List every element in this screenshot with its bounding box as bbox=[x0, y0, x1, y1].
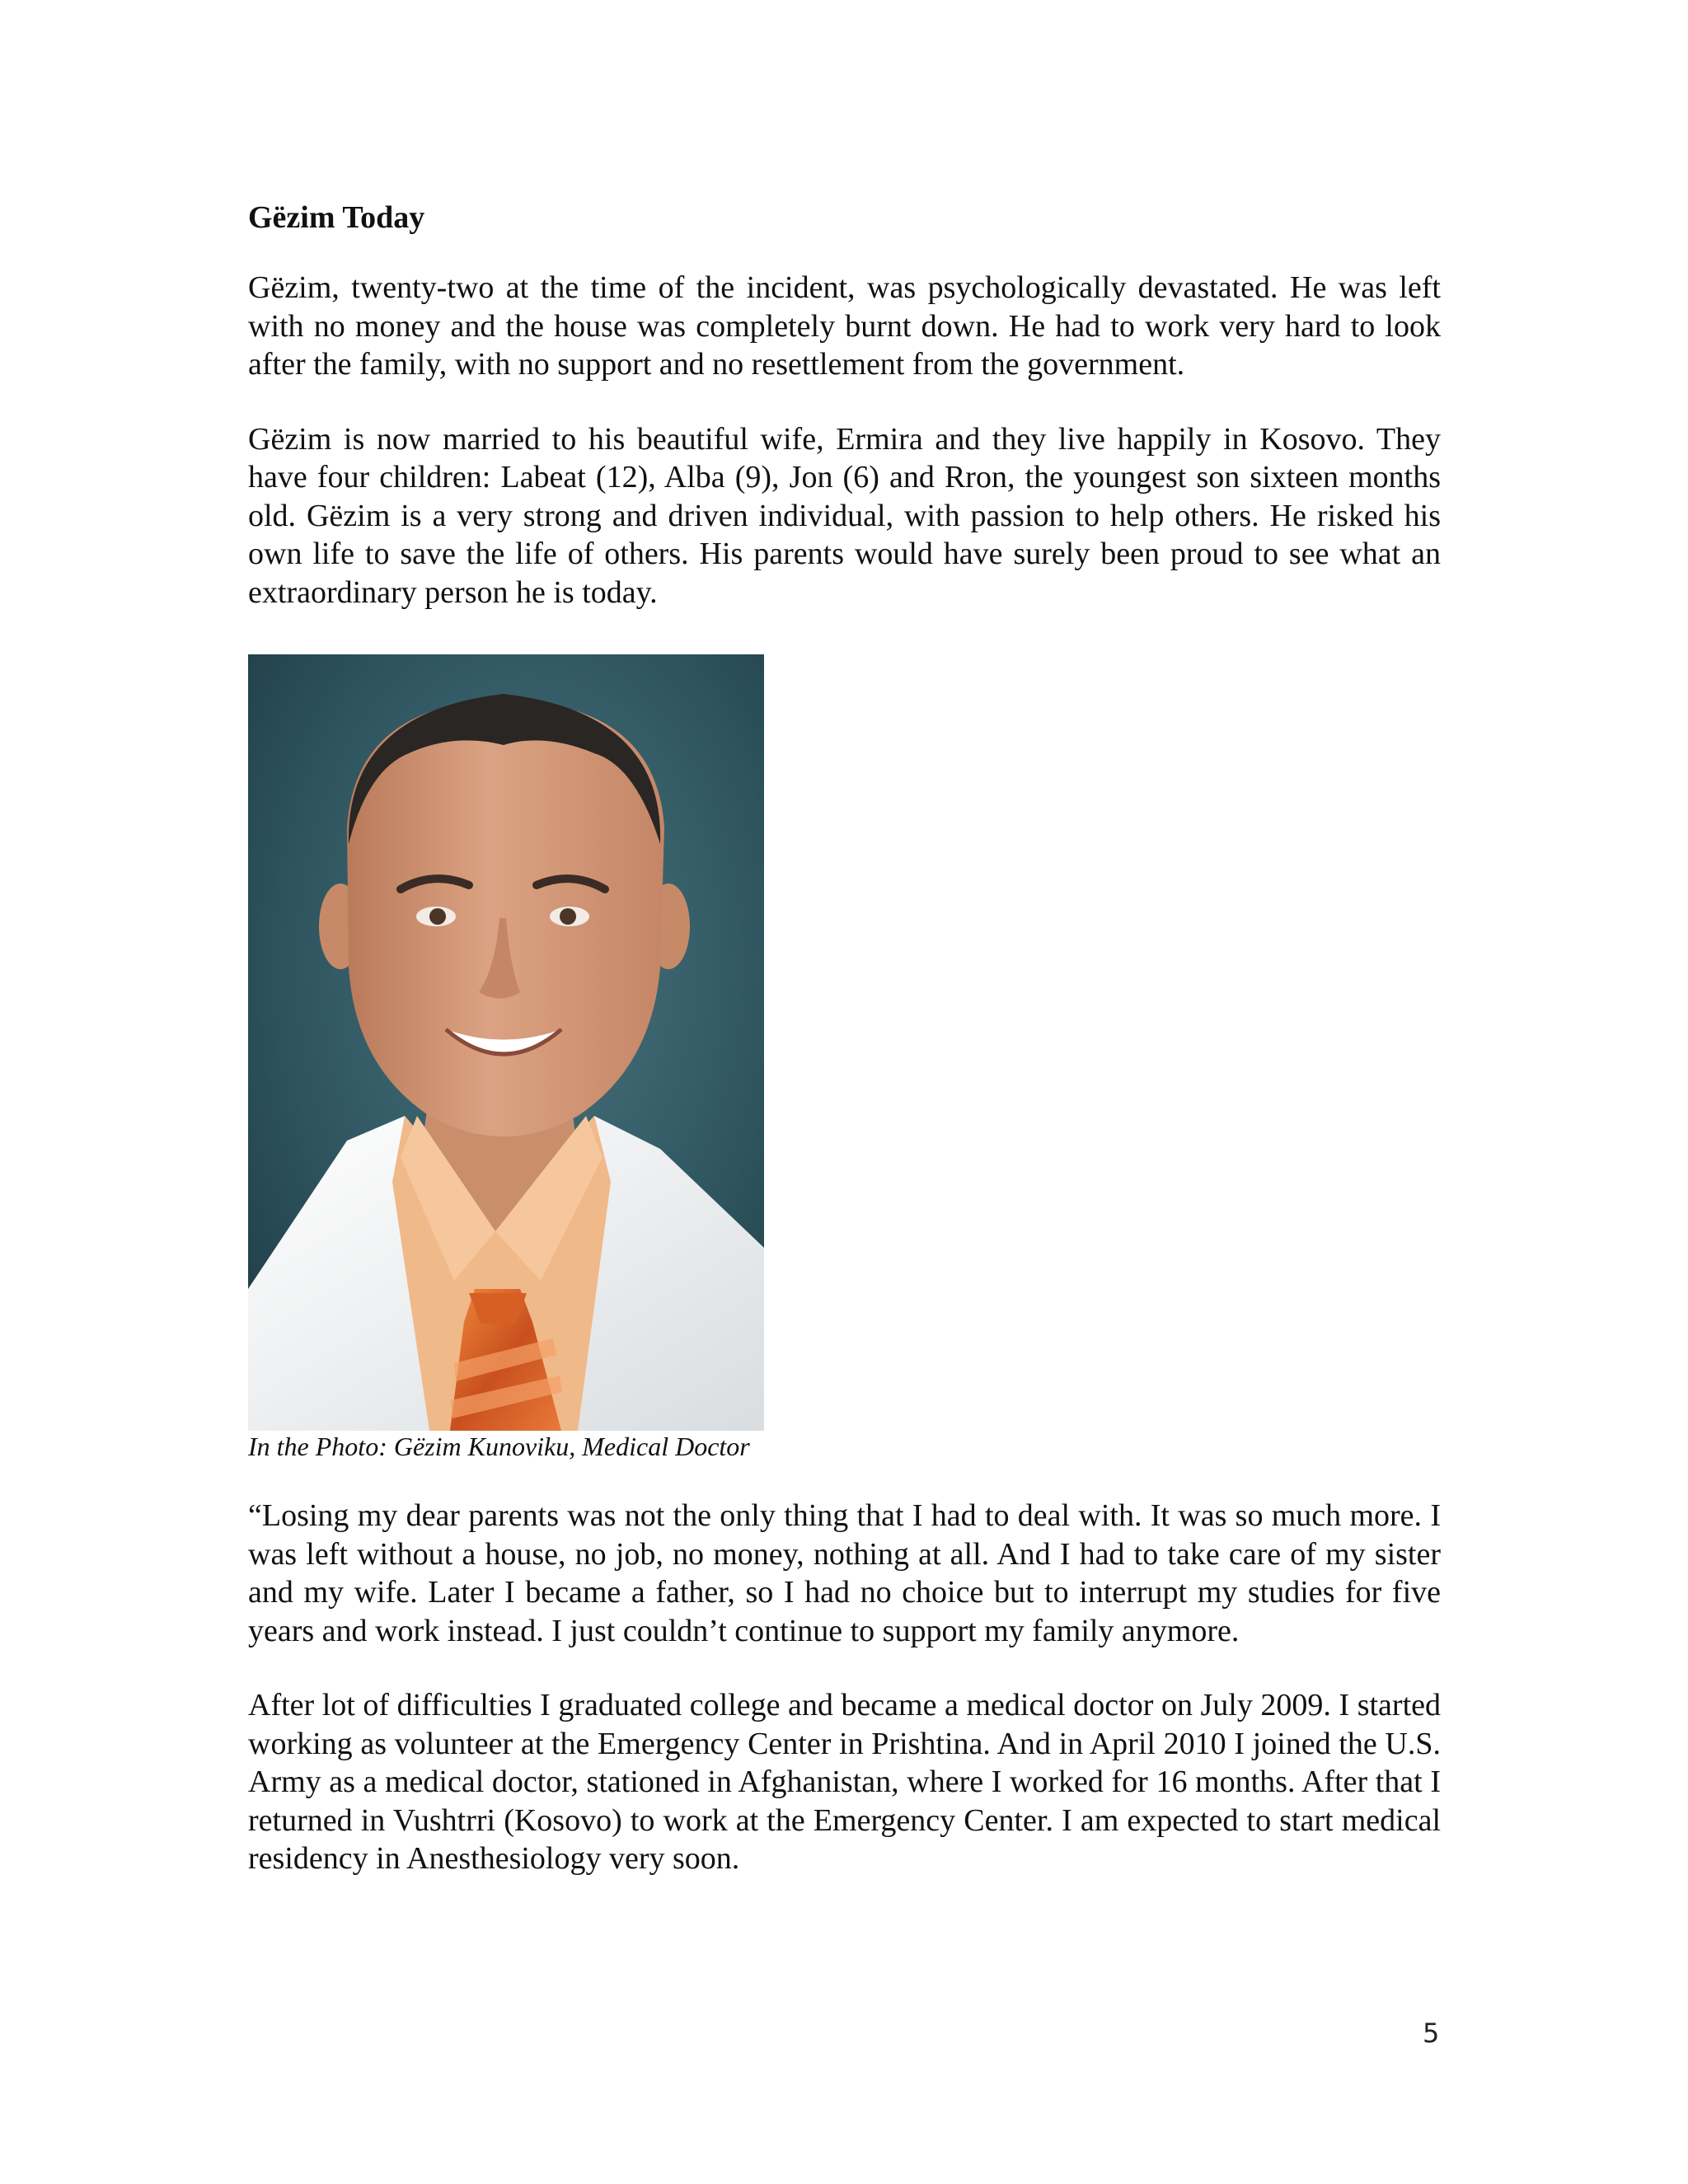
paragraph-quote: “Losing my dear parents was not the only thing that I had to deal with. It was so much more. I was left without a house, no job, no money, nothing at all. And I had to take care of my sister and my wife. Later I became a father, so I had no choice but to interrupt my studies for five years and work instead. I just couldn’t continue to support my family anymore. bbox=[248, 1498, 1441, 1648]
page-number: 5 bbox=[1423, 2018, 1440, 2049]
portrait-illustration bbox=[248, 654, 764, 1431]
paragraph-career: After lot of difficulties I graduated college and became a medical doctor on July 2009. I started working as volunteer at the Emergency Center in Prishtina. And in April 2010 I joined the U.S. Army as a medical doctor, stationed in Afghanistan, where I worked for 16 months. After that I returned in Vushtrri (Kosovo) to work at the Emergency Center. I am expected to start medical residency in Anesthesiology very soon. bbox=[248, 1688, 1441, 1876]
upper-text-block bbox=[248, 196, 1441, 648]
photo-caption: In the Photo: Gëzim Kunoviku, Medical Doctor bbox=[248, 1432, 750, 1461]
portrait-photo bbox=[248, 654, 764, 1431]
paragraph-incident: Gëzim, twenty-two at the time of the incident, was psychologically devastated. He was left with no money and the house was completely burnt down. He had to work very hard to look after the family, with no support and no resettlement from the government. bbox=[248, 270, 1441, 382]
section-heading: Gëzim Today bbox=[248, 200, 425, 235]
paragraph-family: Gëzim is now married to his beautiful wife, Ermira and they live happily in Kosovo. They have four children: Labeat (12), Alba (9), Jon (6) and Rron, the youngest son sixteen months old. Gëzim is a very strong and driven individual, with passion to help others. He risked his own life to save the life of others. His parents would have surely been proud to see what an extraordinary person he is today. bbox=[248, 421, 1441, 610]
lower-text-block bbox=[248, 1497, 1441, 1915]
